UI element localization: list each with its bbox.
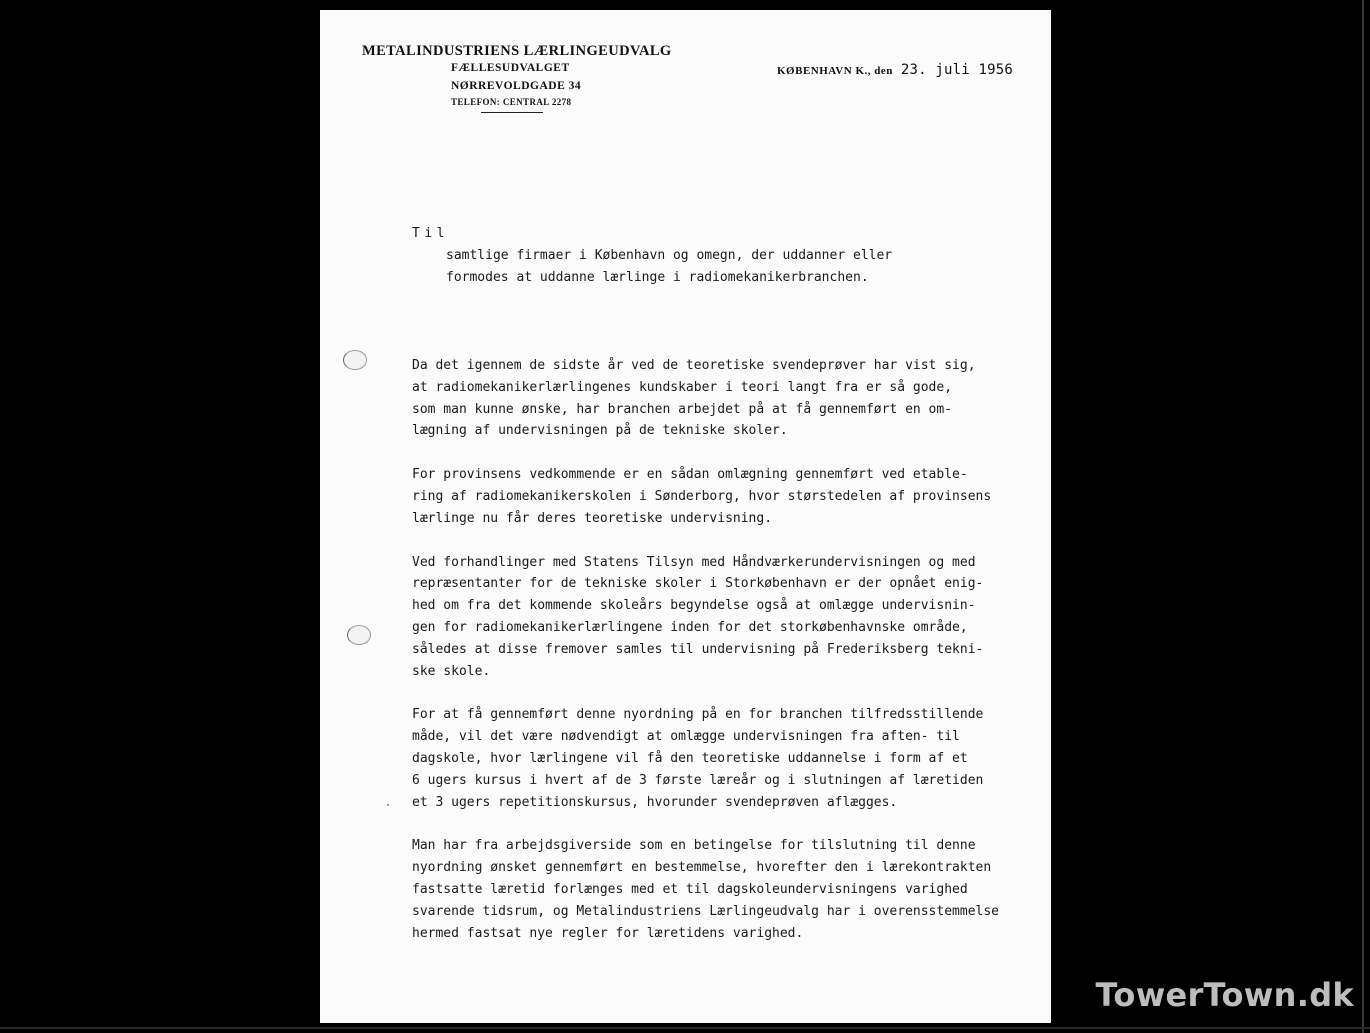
place-date: [777, 59, 1013, 78]
body-line: at radiomekanikerlærlingenes kundskaber i teori langt fra er så gode,: [412, 379, 953, 395]
body-line: For at få gennemført denne nyordning på en for branchen tilfredsstillende: [412, 707, 984, 723]
body-line: Man har fra arbejdsgiverside som en betingelse for tilslutning til denne: [412, 838, 976, 854]
body-line: dagskole, hvor lærlingene vil få den teoretiske uddannelse i form af et: [412, 750, 968, 766]
body-line: således at disse fremover samles til undervisning på Frederiksberg tekni-: [412, 641, 984, 657]
addressee-line: samtlige firmaer i København og omegn, der uddanner eller: [446, 248, 893, 263]
letter-body: [412, 355, 1022, 966]
paper-speck: [387, 804, 389, 806]
body-line: måde, vil det være nødvendigt at omlægge undervisningen fra aften- til: [412, 729, 960, 745]
body-line: ring af radiomekanikerskolen i Sønderborg, hvor størstedelen af provinsens: [412, 488, 992, 504]
body-line: fastsatte læretid forlænges med et til dagskoleundervisningens varighed: [412, 881, 968, 897]
body-line: hermed fastsat nye regler for læretidens varighed.: [412, 925, 804, 941]
body-line: hed om fra det kommende skoleårs begyndelse også at omlægge undervisnin-: [412, 598, 976, 614]
body-line: svarende tidsrum, og Metalindustriens Lærlingeudvalg har i overensstemmelse: [412, 903, 999, 919]
addressee-line: formodes at uddanne lærlinge i radiomekanikerbranchen.: [446, 270, 869, 285]
body-line: 6 ugers kursus i hvert af de 3 første læreår og i slutningen af læretiden: [412, 772, 984, 788]
body-paragraph: [412, 704, 1022, 813]
letterhead-committee: FÆLLESUDVALGET: [451, 62, 570, 74]
body-paragraph: [412, 552, 1022, 683]
letterhead-rule: [481, 112, 543, 113]
body-line: Ved forhandlinger med Statens Tilsyn med Håndværkerundervisningen og med: [412, 554, 976, 570]
body-paragraph: [412, 835, 1022, 944]
watermark: TowerTown.dk: [1095, 976, 1354, 1014]
punch-hole: [343, 350, 367, 370]
letterhead-address: NØRREVOLDGADE 34: [451, 79, 582, 92]
addressee-block: [412, 223, 892, 289]
body-line: nyordning ønsket gennemført en bestemmelse, hvorefter den i lærekontrakten: [412, 860, 992, 876]
frame-edge-bottom: [0, 1027, 1370, 1029]
body-line: et 3 ugers repetitionskursus, hvorunder svendeprøven aflægges.: [412, 794, 898, 810]
body-paragraph: [412, 355, 1022, 442]
body-line: lægning af undervisningen på de tekniske skoler.: [412, 423, 788, 439]
body-line: som man kunne ønske, har branchen arbejdet på at få gennemført en om-: [412, 401, 953, 417]
body-line: repræsentanter for de tekniske skoler i Storkøbenhavn er der opnået enig-: [412, 576, 984, 592]
place-label: KØBENHAVN K., den: [777, 65, 893, 77]
body-paragraph: [412, 464, 1022, 529]
body-line: ske skole.: [412, 663, 491, 679]
letter-page: [320, 10, 1051, 1023]
letterhead: [362, 43, 672, 113]
organization-name: METALINDUSTRIENS LÆRLINGEUDVALG: [362, 43, 672, 59]
punch-hole: [347, 625, 371, 645]
addressee-til: Til: [412, 226, 449, 241]
letter-date: 23. juli 1956: [900, 62, 1014, 78]
letterhead-phone: TELEFON: CENTRAL 2278: [451, 97, 572, 107]
body-line: gen for radiomekanikerlærlingene inden for det storkøbenhavnske område,: [412, 619, 968, 635]
body-line: For provinsens vedkommende er en sådan omlægning gennemført ved etable-: [412, 467, 968, 483]
frame-edge-right: [1362, 0, 1364, 1033]
body-line: lærlinge nu får deres teoretiske undervisning.: [412, 510, 773, 526]
body-line: Da det igennem de sidste år ved de teoretiske svendeprøver har vist sig,: [412, 358, 976, 373]
